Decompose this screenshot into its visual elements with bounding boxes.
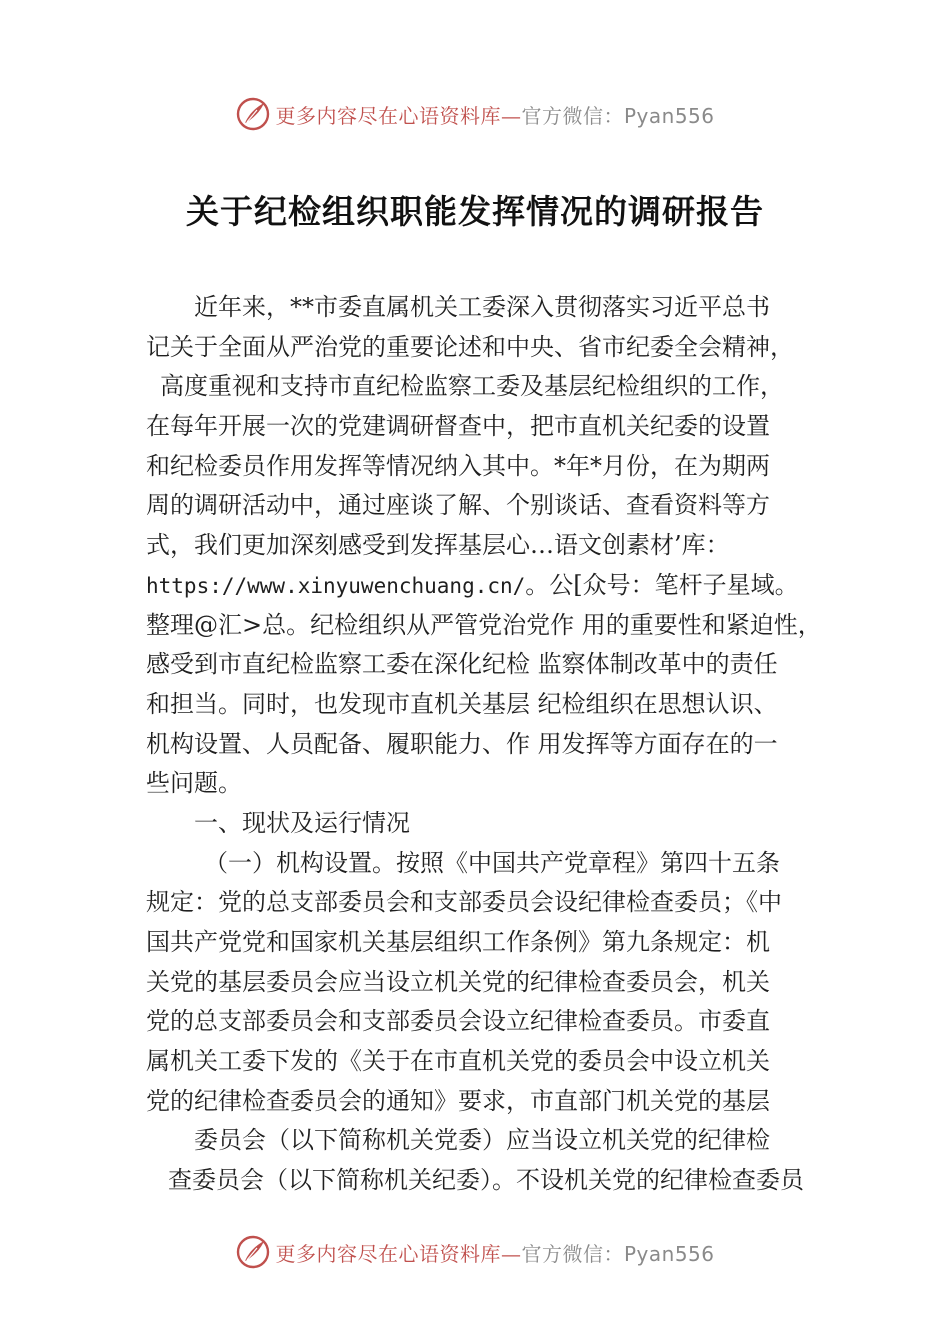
text-line: 委员会（以下简称机关党委）应当设立机关党的纪律检 — [194, 1126, 770, 1155]
banner-wechat-label: 官方微信： — [521, 1241, 624, 1266]
text-line: 党的总支部委员会和支部委员会设立纪律检查委员。市委直 — [146, 1007, 770, 1036]
quill-logo-icon — [235, 96, 271, 132]
text-line: 记关于全面从严治党的重要论述和中央、省市纪委全会精神， — [146, 332, 794, 361]
text-line: （一）机构设置。按照《中国共产党章程》第四十五条 — [204, 848, 780, 877]
text-line: 属机关工委下发的《关于在市直机关党的委员会中设立机关 — [146, 1047, 770, 1076]
banner-dash: — — [500, 1241, 522, 1266]
text-line: 式，我们更加深刻感受到发挥基层心…语文创素材’库： — [146, 531, 730, 560]
header-banner — [0, 92, 950, 136]
text-line: 和担当。同时，也发现市直机关基层 纪检组织在思想认识、 — [146, 689, 778, 718]
text-line: 近年来，**市委直属机关工委深入贯彻落实习近平总书 — [194, 293, 770, 321]
quill-logo-icon — [235, 1234, 271, 1270]
text-line: 在每年开展一次的党建调研督查中，把市直机关纪委的设置 — [146, 412, 770, 441]
text-line: 关党的基层委员会应当设立机关党的纪律检查委员会，机关 — [146, 967, 770, 996]
text-line: 机构设置、人员配备、履职能力、作 用发挥等方面存在的一 — [146, 729, 778, 758]
url-text[interactable]: https://www.xinyuwenchuang.cn/ — [146, 573, 526, 598]
text-line: 整理@汇>总。纪检组织从严管党治党作 用的重要性和紧迫性， — [146, 610, 822, 639]
text-line: 些问题。 — [146, 769, 242, 798]
banner-dash: — — [500, 103, 522, 128]
line-text: 。公[众号：笔杆子星域。 — [525, 570, 799, 599]
text-line: 周的调研活动中，通过座谈了解、个别谈话、查看资料等方 — [146, 491, 770, 520]
document-title: 关于纪检组织职能发挥情况的调研报告 — [186, 192, 764, 231]
text-line — [146, 566, 836, 606]
banner-wechat-label: 官方微信： — [521, 103, 624, 128]
text-line: 党的纪律检查委员会的通知》要求，市直部门机关党的基层 — [146, 1086, 770, 1115]
text-line: 国共产党党和国家机关基层组织工作条例》第九条规定：机 — [146, 928, 770, 956]
text-line: 查委员会（以下简称机关纪委）。不设机关党的纪律检查委员 — [168, 1166, 804, 1195]
banner-text: 更多内容尽在心语资料库 — [275, 1241, 501, 1266]
document-body — [146, 288, 836, 1201]
banner-wechat-id: Pyan556 — [623, 103, 715, 128]
banner-wechat-id: Pyan556 — [623, 1241, 715, 1266]
text-line: 感受到市直纪检监察工委在深化纪检 监察体制改革中的责任 — [146, 650, 778, 679]
text-line: 一、现状及运行情况 — [194, 808, 410, 837]
text-line: 高度重视和支持市直纪检监察工委及基层纪检组织的工作， — [160, 372, 784, 401]
banner-text: 更多内容尽在心语资料库 — [275, 103, 501, 128]
text-line: 和纪检委员作用发挥等情况纳入其中。*年*月份，在为期两 — [146, 451, 770, 480]
text-line: 规定：党的总支部委员会和支部委员会设纪律检查委员；《中 — [146, 888, 782, 917]
footer-banner — [0, 1230, 950, 1274]
